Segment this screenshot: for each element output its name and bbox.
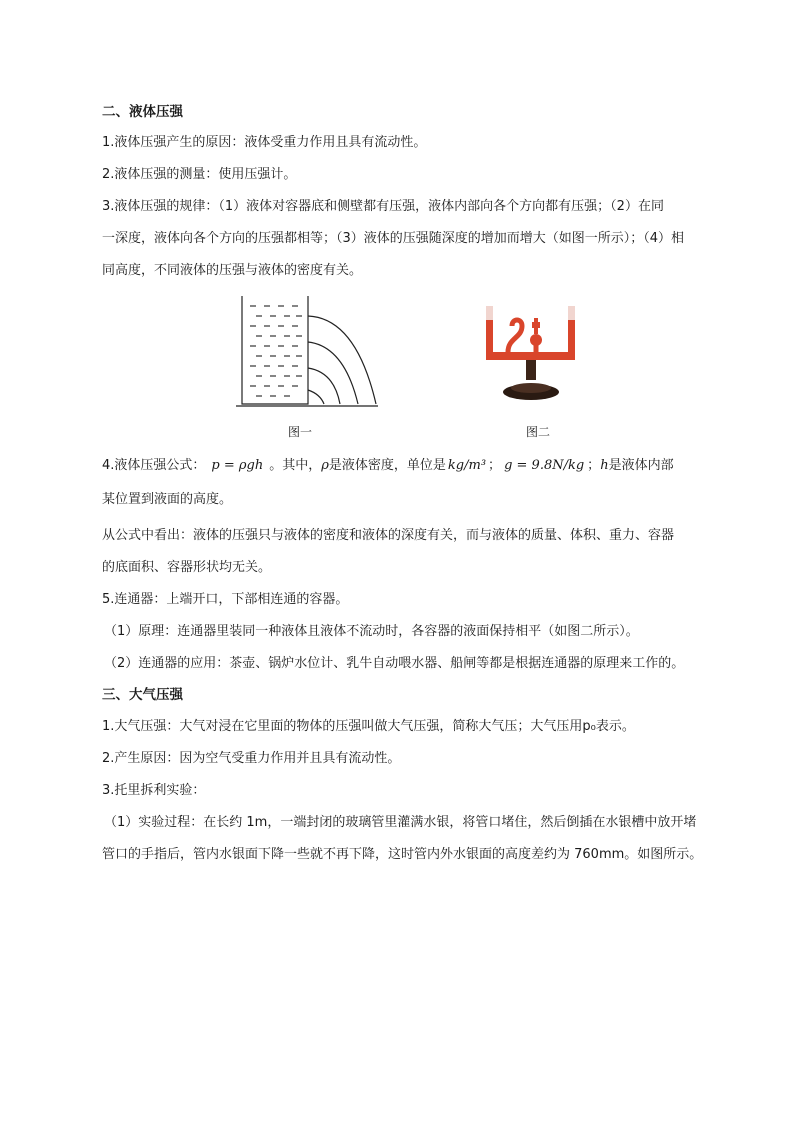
formula-text: 是液体内部 <box>608 458 674 473</box>
paragraph-cause: 1.液体压强产生的原因：液体受重力作用且具有流动性。 <box>102 135 427 150</box>
paragraph-applications: （2）连通器的应用：茶壶、锅炉水位计、乳牛自动喂水器、船闸等都是根据连通器的原理来工作的。 <box>104 656 685 671</box>
paragraph-rules-line3: 同高度，不同液体的压强与液体的密度有关。 <box>102 263 363 278</box>
symbol-h: h <box>600 458 609 473</box>
symbol-rho: ρ <box>321 458 329 473</box>
paragraph-rules-line1: 3.液体压强的规律：（1）液体对容器底和侧壁都有压强，液体内部向各个方向都有压强；（2）在同 <box>102 199 664 214</box>
figure-one-caption: 图一 <box>287 425 312 439</box>
paragraph-rules-line2: 一深度，液体向各个方向的压强都相等；（3）液体的压强随深度的增加而增大（如图一所示）；（4）相 <box>102 231 685 246</box>
formula-text: ； <box>587 458 601 473</box>
paragraph-experiment-line1: （1）实验过程：在长约 1m，一端封闭的玻璃管里灌满水银，将管口堵住，然后倒插在水银槽中放开堵 <box>104 815 697 830</box>
figure-two-connected-vessels <box>482 304 594 410</box>
paragraph-experiment-line2: 管口的手指后，管内水银面下降一些就不再下降，这时管内外水银面的高度差约为 760mm。如图所示。 <box>102 847 703 862</box>
formula-text: 。其中， <box>269 458 322 473</box>
figure-two-caption: 图二 <box>525 425 550 439</box>
paragraph-formula-note-line2: 的底面积、容器形状均无关。 <box>102 560 272 575</box>
formula-text: ； <box>488 458 502 473</box>
gravity-value: g = 9.8N/kg <box>504 458 585 473</box>
paragraph-formula <box>102 457 674 475</box>
section2-heading: 二、液体压强 <box>102 104 183 120</box>
formula-pressure: p = ρgh <box>211 458 264 473</box>
paragraph-formula-line2: 某位置到液面的高度。 <box>102 492 233 507</box>
paragraph-connected-vessels: 5.连通器：上端开口，下部相连通的容器。 <box>102 592 349 607</box>
paragraph-principle: （1）原理：连通器里装同一种液体且液体不流动时，各容器的液面保持相平（如图二所示）。 <box>104 624 639 639</box>
formula-label: 4.液体压强公式： <box>102 458 206 473</box>
paragraph-torricelli: 3.托里拆利实验： <box>102 783 206 798</box>
paragraph-measure: 2.液体压强的测量：使用压强计。 <box>102 167 297 182</box>
paragraph-formula-note-line1: 从公式中看出：液体的压强只与液体的密度和液体的深度有关，而与液体的质量、体积、重力、容器 <box>102 528 675 543</box>
formula-text: 是液体密度，单位是 <box>328 458 446 473</box>
paragraph-cause-air: 2.产生原因：因为空气受重力作用并且具有流动性。 <box>102 751 401 766</box>
unit-density: kg/m³ <box>447 458 487 473</box>
section3-heading: 三、大气压强 <box>102 687 183 703</box>
paragraph-atmospheric-pressure: 1.大气压强：大气对浸在它里面的物体的压强叫做大气压强，简称大气压；大气压用p₀表示。 <box>102 719 635 734</box>
figure-one-jets <box>236 294 382 410</box>
